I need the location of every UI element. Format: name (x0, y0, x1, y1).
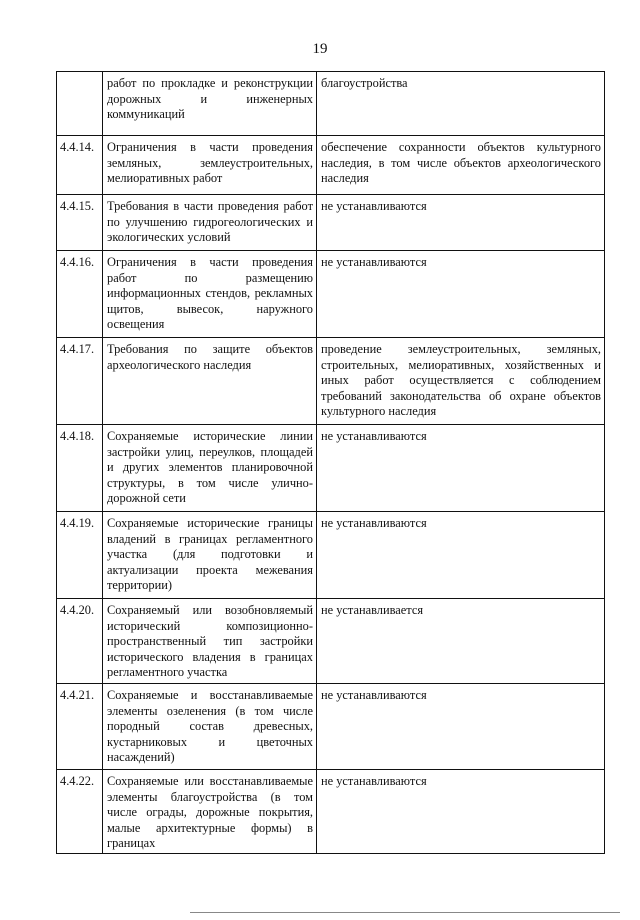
row-number: 4.4.17. (57, 338, 103, 425)
row-number: 4.4.18. (57, 425, 103, 512)
row-description: Сохраняемые исторические линии застройки улиц, переулков, площадей и других элементов планировочной структуры, в том числе улично-дорожной сети (103, 425, 317, 512)
table-row (57, 599, 605, 684)
row-number: 4.4.20. (57, 599, 103, 684)
row-value: не устанавливаются (317, 425, 605, 512)
row-description: Сохраняемые исторические границы владений в границах регламентного участка (для подготовки и актуализации проекта межевания территории) (103, 512, 317, 599)
row-value: не устанавливается (317, 599, 605, 684)
row-number: 4.4.16. (57, 251, 103, 338)
row-description: Ограничения в части проведения работ по размещению информационных стендов, рекламных щитов, вывесок, наружного освещения (103, 251, 317, 338)
table-row (57, 251, 605, 338)
row-description: Сохраняемые или восстанавливаемые элементы благоустройства (в том числе ограды, дорожные покрытия, малые архитектурные формы) в границах (103, 770, 317, 854)
row-description: работ по прокладке и реконструкции дорожных и инженерных коммуникаций (103, 72, 317, 136)
row-number: 4.4.15. (57, 195, 103, 251)
page-bottom-edge (190, 912, 620, 913)
table-row (57, 770, 605, 854)
row-number: 4.4.22. (57, 770, 103, 854)
table-row (57, 136, 605, 195)
row-value: не устанавливаются (317, 512, 605, 599)
row-value: проведение землеустроительных, земляных, строительных, мелиоративных, хозяйственных и иных работ осуществляется с соблюдением требований законодательства об охране объектов культурного наследия (317, 338, 605, 425)
table-row (57, 425, 605, 512)
table-row (57, 195, 605, 251)
table-row (57, 72, 605, 136)
regulations-table (56, 71, 605, 854)
row-description: Требования в части проведения работ по улучшению гидрогеологических и экологических условий (103, 195, 317, 251)
row-number: 4.4.21. (57, 684, 103, 770)
row-number: 4.4.19. (57, 512, 103, 599)
row-number: 4.4.14. (57, 136, 103, 195)
row-description: Требования по защите объектов археологического наследия (103, 338, 317, 425)
table-row (57, 338, 605, 425)
table-row (57, 512, 605, 599)
row-value: благоустройства (317, 72, 605, 136)
row-value: не устанавливаются (317, 684, 605, 770)
page-number: 19 (312, 41, 328, 57)
table-row (57, 684, 605, 770)
row-value: не устанавливаются (317, 195, 605, 251)
row-value: обеспечение сохранности объектов культурного наследия, в том числе объектов археологического наследия (317, 136, 605, 195)
row-description: Ограничения в части проведения земляных, землеустроительных, мелиоративных работ (103, 136, 317, 195)
row-number (57, 72, 103, 136)
row-value: не устанавливаются (317, 770, 605, 854)
row-description: Сохраняемый или возобновляемый исторический композиционно-пространственный тип застройки исторического владения в границах регламентного участка (103, 599, 317, 684)
row-description: Сохраняемые и восстанавливаемые элементы озеленения (в том числе породный состав древесных, кустарниковых и цветочных насаждений) (103, 684, 317, 770)
row-value: не устанавливаются (317, 251, 605, 338)
